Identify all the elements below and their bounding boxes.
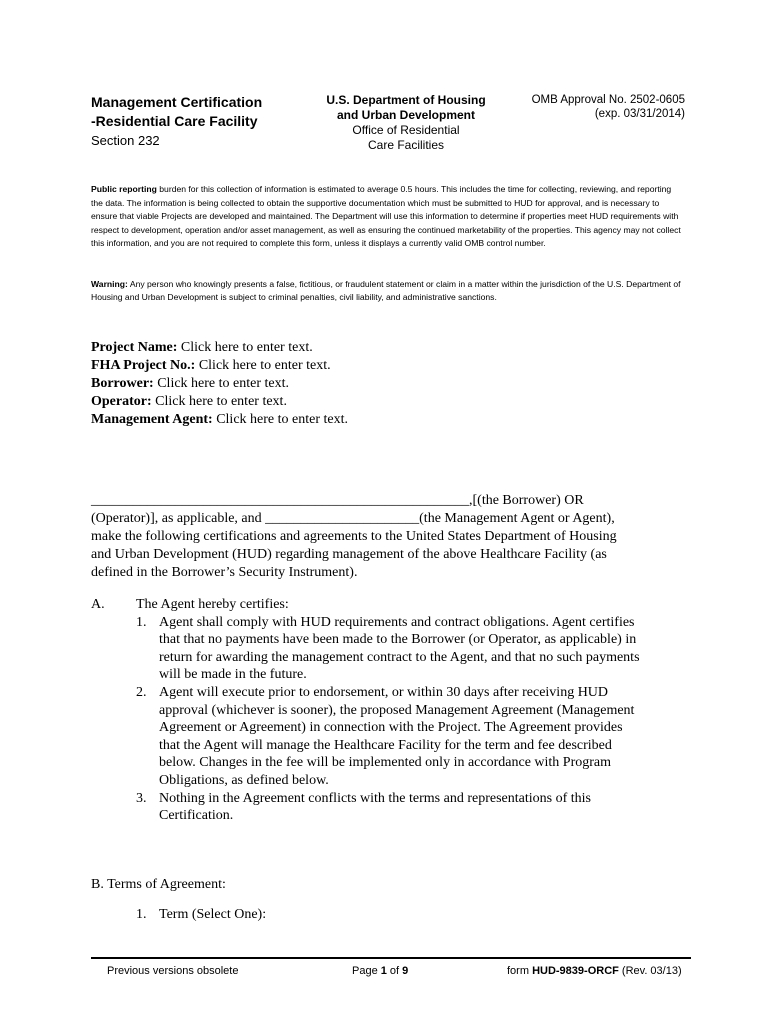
operator-input[interactable]: Click here to enter text.: [151, 394, 287, 409]
term-text: Term (Select One):: [159, 907, 267, 922]
agency-line2: and Urban Development: [336, 108, 476, 122]
item-line: that the Agent will manage the Healthcare Facility for the term and fee described: [159, 737, 612, 753]
project-name-label: Project Name:: [91, 340, 178, 355]
project-name-row: [91, 339, 691, 357]
footer-obsolete-note: Previous versions obsolete: [107, 965, 239, 977]
public-reporting-notice: [91, 183, 683, 251]
form-prefix: form: [507, 965, 533, 977]
agency-block: [300, 93, 512, 153]
form-title-line2: -Residential Care Facility: [91, 113, 258, 129]
item-line: will be made in the future.: [159, 667, 307, 683]
form-number: [507, 964, 682, 978]
form-id: HUD-9839-ORCF: [532, 965, 619, 977]
operator-row: [91, 393, 691, 411]
omb-number: OMB Approval No. 2502-0605: [531, 94, 685, 106]
item-line: Nothing in the Agreement conflicts with the terms and representations of this: [159, 790, 591, 806]
public-reporting-text: burden for this collection of information is estimated to average 0.5 hours. This includes the time for collecting, reviewing, and reporting the data. The information is being collected to obtain the supportive documentation which must be submitted to HUD for approval, and is necessary to ensure that viable Projects are developed and maintained. The Department will use this information to determine if properties meet HUD requirements with respect to development, operation and/or asset management, as well as ensuring the continued marketability of the properties. This agency may not collect this information, and you are not required to complete this form, unless it displays a currently valid OMB control number.: [91, 184, 681, 249]
intro-line: ______________________________________________________,[(the Borrower) OR: [91, 493, 584, 508]
management-agent-input[interactable]: Click here to enter text.: [212, 412, 348, 427]
item-number: 1.: [136, 614, 147, 630]
item-line: that that no payments have been made to the Borrower (or Operator, as applicable) in: [159, 632, 637, 648]
intro-line: defined in the Borrower’s Security Instrument).: [91, 565, 358, 580]
section-b-heading: B. Terms of Agreement:: [91, 877, 226, 892]
item-line: return for awarding the management contract to the Agent, and that no such payments: [159, 649, 640, 665]
warning-text: Any person who knowingly presents a false, fictitious, or fraudulent statement or claim in a matter within the jurisdiction of the U.S. Department of Housing and Urban Development is subject to criminal penalties, civil liability, and administrative sanctions.: [91, 279, 681, 302]
term-number: 1.: [136, 907, 147, 922]
page-total: 9: [402, 965, 409, 977]
form-section: Section 232: [91, 133, 160, 148]
operator-label: Operator:: [91, 394, 152, 409]
management-agent-label: Management Agent:: [91, 412, 213, 427]
item-line: below. Changes in the fee will be implemented only in accordance with Program: [159, 755, 612, 771]
agency-line1: U.S. Department of Housing: [326, 93, 486, 107]
management-agent-row: [91, 411, 691, 429]
footer-divider: [91, 957, 691, 959]
omb-approval-block: [510, 93, 685, 121]
form-title-line1: Management Certification: [91, 94, 263, 110]
borrower-input[interactable]: Click here to enter text.: [153, 376, 290, 391]
project-name-input[interactable]: Click here to enter text.: [177, 340, 313, 355]
intro-line: make the following certifications and agreements to the United States Department of Housing: [91, 529, 617, 544]
item-line: Agreement or Agreement) in connection with the Project. The Agreement provides: [159, 720, 623, 736]
certification-list: [136, 614, 686, 825]
borrower-label: Borrower:: [91, 376, 154, 391]
intro-line: and Urban Development (HUD) regarding management of the above Healthcare Facility (as: [91, 547, 607, 562]
item-line: Obligations, as defined below.: [159, 772, 329, 788]
item-line: Certification.: [159, 808, 234, 824]
project-fields: [91, 339, 691, 429]
section-a-heading: The Agent hereby certifies:: [136, 597, 289, 612]
fha-project-no-row: [91, 357, 691, 375]
page-indicator: [352, 964, 408, 978]
page-of: of: [386, 965, 403, 977]
certification-item: [136, 614, 686, 684]
warning-label: Warning:: [91, 279, 128, 289]
page-number: 1: [380, 965, 387, 977]
term-item: [136, 906, 266, 924]
office-line1: Office of Residential: [352, 123, 460, 137]
fha-project-no-input[interactable]: Click here to enter text.: [195, 358, 331, 373]
warning-notice: [91, 278, 683, 304]
page-prefix: Page: [352, 965, 381, 977]
omb-expiration: (exp. 03/31/2014): [594, 108, 685, 120]
office-line2: Care Facilities: [367, 138, 445, 152]
certification-item: [136, 790, 686, 825]
public-reporting-label: Public reporting: [91, 184, 157, 194]
form-title-block: [91, 93, 311, 150]
intro-paragraph: [91, 492, 691, 582]
item-line: Agent will execute prior to endorsement, or within 30 days after receiving HUD: [159, 684, 609, 700]
item-number: 3.: [136, 790, 147, 806]
intro-line: (Operator)], as applicable, and ______________________(the Management Agent or Agent),: [91, 511, 615, 526]
certification-item: [136, 684, 686, 790]
item-line: approval (whichever is sooner), the proposed Management Agreement (Management: [159, 702, 635, 718]
form-revision: (Rev. 03/13): [618, 965, 682, 977]
borrower-row: [91, 375, 691, 393]
fha-project-no-label: FHA Project No.:: [91, 358, 196, 373]
item-line: Agent shall comply with HUD requirements and contract obligations. Agent certifies: [159, 614, 635, 630]
item-number: 2.: [136, 684, 147, 700]
section-a-label: A.: [91, 597, 105, 612]
